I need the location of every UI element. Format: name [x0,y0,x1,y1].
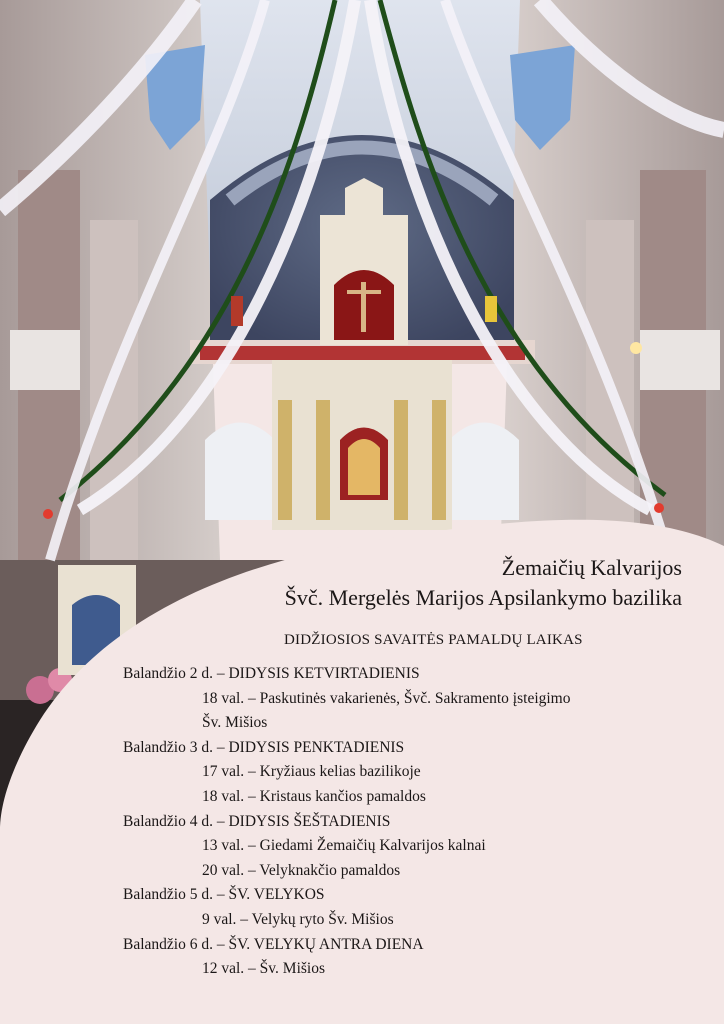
day-heading: Balandžio 5 d. – ŠV. VELYKOS [123,886,325,904]
day-heading: Balandžio 2 d. – DIDYSIS KETVIRTADIENIS [123,665,420,682]
event-line: 18 val. – Kristaus kančios pamaldos [202,787,426,805]
day-heading: Balandžio 6 d. – ŠV. VELYKŲ ANTRA DIENA [123,935,424,953]
event-line: 12 val. – Šv. Mišios [202,960,326,978]
title-line-2: Švč. Mergelės Marijos Apsilankymo bazilika [284,585,682,610]
schedule-list [123,662,703,982]
schedule-heading: DIDŽIOSIOS SAVAITĖS PAMALDŲ LAIKAS [284,632,583,648]
event-line: 9 val. – Velykų ryto Šv. Mišios [202,910,394,928]
day-heading: Balandžio 4 d. – DIDYSIS ŠEŠTADIENIS [123,812,391,830]
day-heading: Balandžio 3 d. – DIDYSIS PENKTADIENIS [123,738,405,756]
event-line: 20 val. – Velyknakčio pamaldos [202,861,401,879]
event-line: 18 val. – Paskutinės vakarienės, Švč. Sakramento įsteigimo [202,689,571,707]
event-line: 13 val. – Giedami Žemaičių Kalvarijos kalnai [202,837,486,855]
event-line: 17 val. – Kryžiaus kelias bazilikoje [202,763,421,781]
header [285,553,682,613]
event-line: Šv. Mišios [202,714,268,732]
title-line-1: Žemaičių Kalvarijos [501,555,682,580]
